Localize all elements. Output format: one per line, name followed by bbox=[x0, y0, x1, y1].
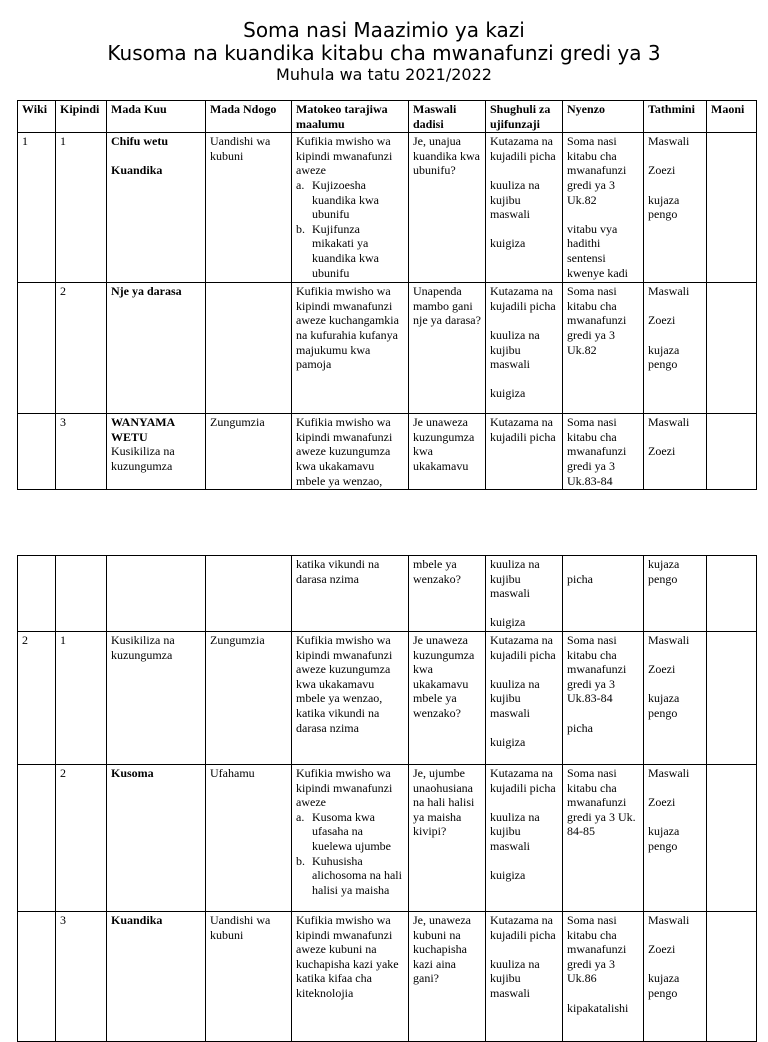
cell-maswali: Je unaweza kuzungumza kwa ukakamavu bbox=[409, 414, 486, 490]
cell-matokeo: Kufikia mwisho wa kipindi mwanafunzi aweze kubuni na kuchapisha kazi yake katika kifaa cha kiteknolojia bbox=[292, 911, 409, 1041]
cell-shughuli: kuuliza na kujibu maswali kuigiza bbox=[486, 556, 563, 632]
cell-matokeo: Kufikia mwisho wa kipindi mwanafunzi aweze a. Kusoma kwa ufasaha na kuelewa ujumbe b. Kuhusisha alichosoma na hali halisi ya maisha bbox=[292, 764, 409, 911]
document-term: Muhula wa tatu 2021/2022 bbox=[276, 65, 492, 84]
cell-maswali: Je, ujumbe unaohusiana na hali halisi ya maisha kivipi? bbox=[409, 764, 486, 911]
cell-maswali: Unapenda mambo gani nje ya darasa? bbox=[409, 283, 486, 414]
cell-mada-kuu bbox=[107, 556, 206, 632]
cell-matokeo: Kufikia mwisho wa kipindi mwanafunzi aweze kuzungumza kwa ukakamavu mbele ya wenzao, bbox=[292, 414, 409, 490]
cell-tathmini: Maswali Zoezi bbox=[644, 414, 707, 490]
cell-mada-ndogo: Uandishi wa kubuni bbox=[206, 911, 292, 1041]
cell-matokeo bbox=[292, 133, 409, 283]
cell-wiki bbox=[18, 911, 56, 1041]
table-row bbox=[18, 631, 757, 764]
header-row bbox=[18, 101, 757, 133]
col-header: Wiki bbox=[18, 101, 56, 133]
col-header: Maswali dadisi bbox=[409, 101, 486, 133]
cell-nyenzo: Soma nasi kitabu cha mwanafunzi gredi ya 3 Uk.83-84 picha bbox=[563, 631, 644, 764]
cell-wiki: 2 bbox=[18, 631, 56, 764]
cell-mada-ndogo: Uandishi wa kubuni bbox=[206, 133, 292, 283]
cell-mada-kuu: Kusikiliza na kuzungumza bbox=[107, 631, 206, 764]
list-item: b. Kujifunza mikakati ya kuandika kwa ubunifu bbox=[296, 221, 379, 280]
matokeo-intro: Kufikia mwisho wa kipindi mwanafunzi aweze bbox=[296, 134, 393, 178]
table-row bbox=[18, 133, 757, 283]
cell-tathmini: Maswali Zoezi kujaza pengo bbox=[644, 631, 707, 764]
cell-maswali: Je unaweza kuzungumza kwa ukakamavu mbele ya wenzako? bbox=[409, 631, 486, 764]
cell-mada-kuu: Nje ya darasa bbox=[107, 283, 206, 414]
col-header: Maoni bbox=[707, 101, 757, 133]
cell-mada-kuu: Kusoma bbox=[107, 764, 206, 911]
cell-shughuli: Kutazama na kujadili picha kuuliza na kujibu maswali kuigiza bbox=[486, 283, 563, 414]
cell-tathmini: Maswali Zoezi kujaza pengo bbox=[644, 764, 707, 911]
cell-nyenzo: picha bbox=[563, 556, 644, 632]
cell-kipindi: 3 bbox=[56, 414, 107, 490]
col-header: Matokeo tarajiwa maalumu bbox=[292, 101, 409, 133]
cell-maoni bbox=[707, 911, 757, 1041]
cell-shughuli: Kutazama na kujadili picha kuuliza na kujibu maswali kuigiza bbox=[486, 133, 563, 283]
cell-kipindi: 3 bbox=[56, 911, 107, 1041]
col-header: Kipindi bbox=[56, 101, 107, 133]
cell-mada-kuu: WANYAMA WETU Kusikiliza na kuzungumza bbox=[107, 414, 206, 490]
col-header: Nyenzo bbox=[563, 101, 644, 133]
cell-matokeo: Kufikia mwisho wa kipindi mwanafunzi aweze kuchangamkia na kufurahia kufanya majukumu kwa pamoja bbox=[292, 283, 409, 414]
cell-nyenzo: Soma nasi kitabu cha mwanafunzi gredi ya 3 Uk.86 kipakatalishi bbox=[563, 911, 644, 1041]
cell-wiki: 1 bbox=[18, 133, 56, 283]
cell-tathmini: kujaza pengo bbox=[644, 556, 707, 632]
table-row bbox=[18, 556, 757, 632]
cell-maoni bbox=[707, 556, 757, 632]
cell-mada-ndogo bbox=[206, 556, 292, 632]
cell-matokeo: katika vikundi na darasa nzima bbox=[292, 556, 409, 632]
cell-mada-ndogo: Zungumzia bbox=[206, 631, 292, 764]
cell-wiki bbox=[18, 556, 56, 632]
document-subtitle: Kusoma na kuandika kitabu cha mwanafunzi gredi ya 3 bbox=[107, 41, 661, 65]
cell-kipindi: 1 bbox=[56, 631, 107, 764]
cell-maswali: Je, unajua kuandika kwa ubunifu? bbox=[409, 133, 486, 283]
cell-tathmini: Maswali Zoezi kujaza pengo bbox=[644, 283, 707, 414]
cell-mada-ndogo: Ufahamu bbox=[206, 764, 292, 911]
col-header: Tathmini bbox=[644, 101, 707, 133]
cell-mada-kuu bbox=[107, 133, 206, 283]
cell-maoni bbox=[707, 631, 757, 764]
cell-kipindi: 1 bbox=[56, 133, 107, 283]
cell-maoni bbox=[707, 283, 757, 414]
document-title: Soma nasi Maazimio ya kazi bbox=[243, 18, 525, 42]
cell-shughuli: Kutazama na kujadili picha kuuliza na kujibu maswali kuigiza bbox=[486, 631, 563, 764]
cell-wiki bbox=[18, 764, 56, 911]
scheme-table-page1 bbox=[17, 100, 757, 490]
table-row bbox=[18, 911, 757, 1041]
cell-maswali: Je, unaweza kubuni na kuchapisha kazi aina gani? bbox=[409, 911, 486, 1041]
cell-tathmini: Maswali Zoezi kujaza pengo bbox=[644, 133, 707, 283]
list-item: a. Kusoma kwa ufasaha na kuelewa ujumbe bbox=[296, 809, 391, 853]
cell-shughuli: Kutazama na kujadili picha kuuliza na kujibu maswali kuigiza bbox=[486, 764, 563, 911]
mada-kuu-sub: Kuandika bbox=[111, 163, 163, 178]
cell-mada-ndogo bbox=[206, 283, 292, 414]
cell-mada-kuu: Kuandika bbox=[107, 911, 206, 1041]
cell-nyenzo: Soma nasi kitabu cha mwanafunzi gredi ya 3 Uk. 84-85 bbox=[563, 764, 644, 911]
table-row bbox=[18, 414, 757, 490]
scheme-table-page2 bbox=[17, 555, 757, 1042]
cell-kipindi bbox=[56, 556, 107, 632]
document-header bbox=[0, 18, 768, 84]
cell-matokeo: Kufikia mwisho wa kipindi mwanafunzi aweze kuzungumza kwa ukakamavu mbele ya wenzao, katika vikundi na darasa nzima bbox=[292, 631, 409, 764]
cell-shughuli: Kutazama na kujadili picha bbox=[486, 414, 563, 490]
table-row bbox=[18, 764, 757, 911]
cell-shughuli: Kutazama na kujadili picha kuuliza na kujibu maswali bbox=[486, 911, 563, 1041]
cell-kipindi: 2 bbox=[56, 283, 107, 414]
cell-wiki bbox=[18, 414, 56, 490]
cell-mada-ndogo: Zungumzia bbox=[206, 414, 292, 490]
cell-wiki bbox=[18, 283, 56, 414]
cell-kipindi: 2 bbox=[56, 764, 107, 911]
cell-maoni bbox=[707, 764, 757, 911]
cell-tathmini: Maswali Zoezi kujaza pengo bbox=[644, 911, 707, 1041]
col-header: Mada Kuu bbox=[107, 101, 206, 133]
table-row bbox=[18, 283, 757, 414]
list-item: b. Kuhusisha alichosoma na hali halisi ya maisha bbox=[296, 853, 402, 897]
cell-nyenzo: Soma nasi kitabu cha mwanafunzi gredi ya 3 Uk.82 bbox=[563, 283, 644, 414]
cell-nyenzo: Soma nasi kitabu cha mwanafunzi gredi ya 3 Uk.82 vitabu vya hadithi sentensi kwenye kadi bbox=[563, 133, 644, 283]
cell-nyenzo: Soma nasi kitabu cha mwanafunzi gredi ya 3 Uk.83-84 bbox=[563, 414, 644, 490]
cell-maoni bbox=[707, 133, 757, 283]
col-header: Shughuli za ujifunzaji bbox=[486, 101, 563, 133]
cell-maswali: mbele ya wenzako? bbox=[409, 556, 486, 632]
mada-kuu-title: Chifu wetu bbox=[111, 134, 169, 149]
col-header: Mada Ndogo bbox=[206, 101, 292, 133]
cell-maoni bbox=[707, 414, 757, 490]
list-item: a. Kujizoesha kuandika kwa ubunifu bbox=[296, 177, 379, 222]
